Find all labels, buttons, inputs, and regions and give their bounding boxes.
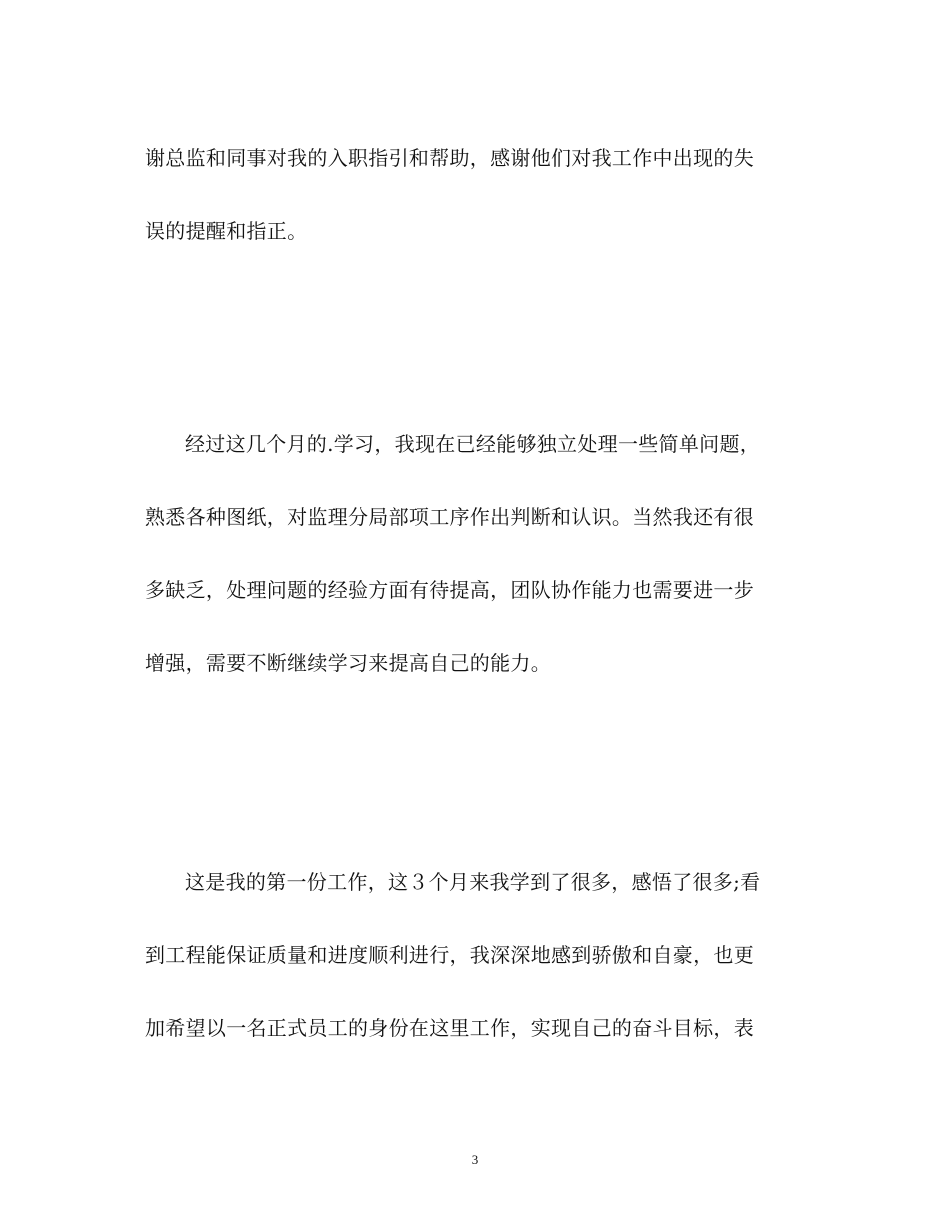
paragraph-line: 经过这几个月的.学习，我现在已经能够独立处理一些简单问题， (185, 432, 761, 456)
paragraph-line: 谢总监和同事对我的入职指引和帮助，感谢他们对我工作中出现的失 (145, 146, 754, 170)
paragraph-2 (145, 433, 810, 725)
paragraph-3 (145, 871, 810, 1090)
paragraph-line: 增强，需要不断继续学习来提高自己的能力。 (145, 651, 551, 675)
paragraph-line: 到工程能保证质量和进度顺利进行，我深深地感到骄傲和自豪，也更 (145, 943, 754, 967)
paragraph-line: 误的提醒和指正。 (145, 219, 308, 243)
page-number: 3 (471, 1152, 479, 1167)
paragraph-line: 熟悉各种图纸，对监理分局部项工序作出判断和认识。当然我还有很 (145, 505, 754, 529)
paragraph-line: 这是我的第一份工作，这３个月来我学到了很多，感悟了很多;看 (185, 870, 761, 894)
paragraph-line: 加希望以一名正式员工的身份在这里工作，实现自己的奋斗目标，表 (145, 1016, 754, 1040)
paragraph-1 (145, 147, 810, 293)
paragraph-line: 多缺乏，处理问题的经验方面有待提高，团队协作能力也需要进一步 (145, 578, 754, 602)
